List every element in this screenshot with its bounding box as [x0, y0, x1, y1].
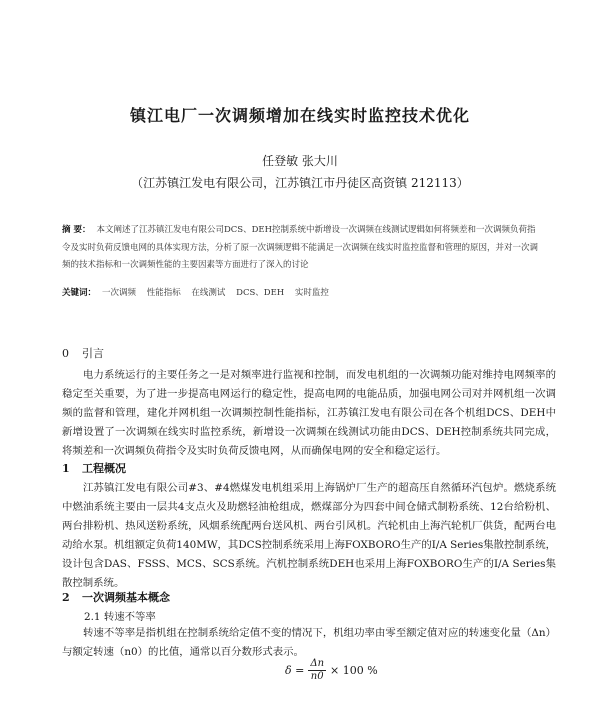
- formula-denominator: n0: [310, 671, 324, 682]
- keywords-label: 关键词：: [62, 288, 97, 298]
- abstract-text: 本文阐述了江苏镇江发电有限公司DCS、DEH控制系统中新增设一次调频在线测试逻辑如何将频差和一次调频负荷指令及实时负荷反馈电网的具体实现方法，分析了原一次调频逻辑不能满足一次调频在线实时监控监督和管理的原因，并对一次调频的技术指标和一次调频性能的主要因素等方面进行了深入的讨论: [62, 225, 539, 270]
- section-title: 引言: [82, 347, 104, 360]
- keywords: [62, 286, 542, 298]
- overview-text: 江苏镇江发电有限公司#3、#4燃煤发电机组采用上海锅炉厂生产的超高压自然循环汽包炉。燃烧系统中燃油系统主要由一层共4支点火及助燃轻油枪组成，燃煤部分为四套中间仓储式制粉系统、12台给粉机、两台排粉机、热风送粉系统，风烟系统配两台送风机、两台引风机。汽轮机由上海汽轮机厂供货，配两台电动给水泵。机组额定负荷140MW，其DCS控制系统采用上海FOXBORO生产的I/A Series集散控制系统，设计包含DAS、FSSS、MCS、SCS系统。汽机控制系统DEH也采用上海FOXBORO生产的I/A Series集散控制系统。: [62, 482, 556, 589]
- abstract: [62, 222, 542, 275]
- paper-affiliation: （江苏镇江发电有限公司，江苏镇江市丹徒区高资镇 212113）: [131, 176, 469, 190]
- paper-authors: 任登敏 张大川: [262, 154, 338, 168]
- s21-paragraph: [62, 624, 556, 662]
- section-heading-concept: [62, 589, 170, 605]
- section-heading-intro: [62, 345, 104, 361]
- section-title: 工程概况: [82, 462, 126, 475]
- paper-title: 镇江电厂一次调频增加在线实时监控技术优化: [129, 106, 470, 125]
- intro-text: 电力系统运行的主要任务之一是对频率进行监视和控制，而发电机组的一次调频功能对维持电网频率的稳定至关重要，为了进一步提高电网运行的稳定性，提高电网的电能品质，加强电网公司对并网机组一次调频的监督和管理，建化并网机组一次调频控制性能指标，江苏镇江发电有限公司在各个机组DCS、DEH中新增设置了一次调频在线实时监控系统，新增设一次调频在线测试功能由DCS、DEH控制系统共同完成，将频差和一次调频负荷指令及实时负荷反馈电网，从而确保电网的安全和稳定运行。: [62, 369, 556, 457]
- section-heading-overview: [62, 460, 126, 476]
- overview-paragraph: [62, 479, 556, 593]
- s21-text: 转速不等率是指机组在控制系统给定值不变的情况下，机组功率由零至额定值对应的转速变化量（Δn）与额定转速（n0）的比值，通常以百分数形式表示。: [62, 627, 556, 658]
- formula-rhs: × 100 %: [330, 664, 378, 677]
- section-number: 1: [62, 462, 70, 475]
- keywords-text: 一次调频 性能指标 在线测试 DCS、DEH 实时监控: [102, 288, 329, 298]
- formula-lhs: δ =: [285, 664, 305, 677]
- section-number: 2: [62, 591, 70, 604]
- formula-numerator: Δn: [310, 658, 325, 669]
- intro-paragraph: [62, 366, 556, 461]
- subsection-heading-2-1: 2.1 转速不等率: [84, 611, 156, 623]
- section-title: 一次调频基本概念: [82, 591, 170, 604]
- speed-droop-formula: [285, 658, 378, 683]
- section-number: 0: [62, 347, 69, 360]
- formula-fraction: [308, 658, 326, 683]
- abstract-label: 摘 要：: [62, 225, 91, 235]
